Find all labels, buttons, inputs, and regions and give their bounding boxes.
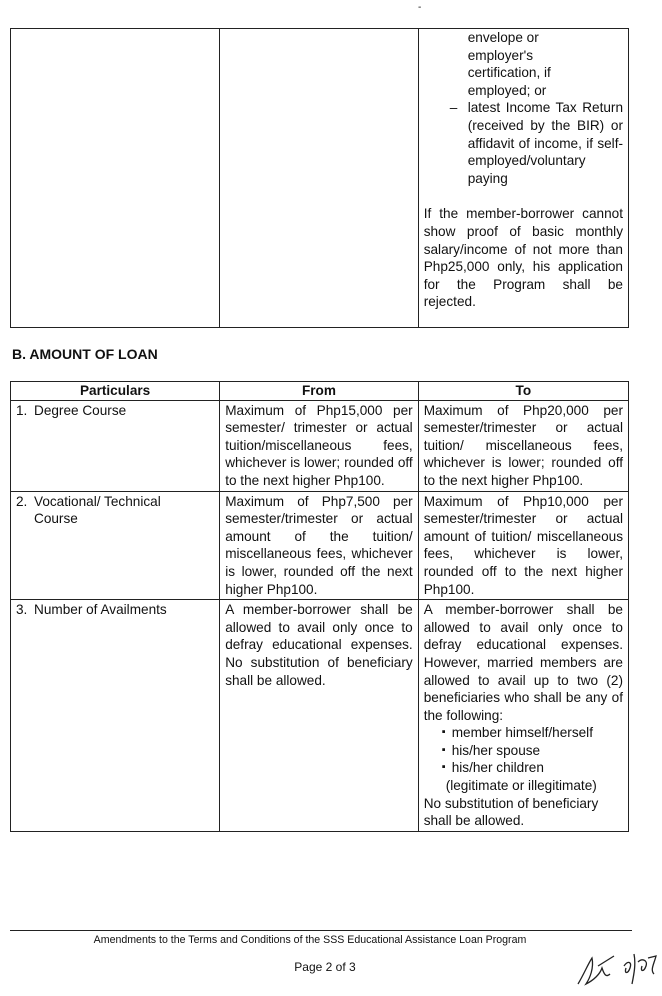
table-row <box>11 400 629 491</box>
to-closing: No substitution of beneficiary shall be allowed. <box>423 795 599 829</box>
header-row <box>11 382 629 401</box>
proof-continued <box>424 29 623 99</box>
income-tax-return-text: latest Income Tax Return (received by the BIR) or affidavit of income, if self-employed/voluntary paying <box>467 100 623 186</box>
scan-mark: - <box>418 2 422 13</box>
to-cell: Maximum of Php20,000 per semester/trimester or actual tuition/ miscellaneous fees, whichever is lower; rounded off to the next higher Php100. <box>418 400 628 491</box>
particular-label: Number of Availments <box>34 602 167 618</box>
beneficiary-list <box>424 724 623 777</box>
header-to: To <box>418 382 628 401</box>
bullet-note: (legitimate or illegitimate) <box>445 778 597 794</box>
requirements-cell <box>418 29 628 328</box>
page-number: Page 2 of 3 <box>294 960 356 974</box>
text-line: certification, if <box>467 65 551 81</box>
initials-signatures <box>574 944 660 992</box>
continued-requirements-table <box>10 28 629 328</box>
row-number: 1. <box>16 402 28 418</box>
table-row <box>11 600 629 832</box>
dash-list-item <box>424 99 623 187</box>
rejection-note: If the member-borrower cannot show proof of basic monthly salary/income of not more than Php25,000 only, his application for the Program shall be rejected. <box>423 206 623 310</box>
list-item: ▪ member himself/herself <box>444 724 623 742</box>
from-cell: Maximum of Php15,000 per semester/ trimester or actual tuition/miscellaneous fees, whichever is lower; rounded off to the next higher Php100. <box>220 400 419 491</box>
table-row <box>11 29 629 328</box>
table-row <box>11 491 629 600</box>
section-heading: B. AMOUNT OF LOAN <box>12 346 158 362</box>
to-intro: A member-borrower shall be allowed to avail only once to defray educational expenses. However, married members are allowed to avail up to two (2) beneficiaries who shall be any of the following: <box>423 602 623 723</box>
empty-cell <box>220 29 419 328</box>
particular-cell <box>11 600 220 832</box>
from-cell: A member-borrower shall be allowed to avail only once to defray educational expenses. No substitution of beneficiary shall be allowed. <box>220 600 419 832</box>
particular-label: Degree Course <box>34 402 127 418</box>
row-number: 3. <box>16 602 28 618</box>
particular-label: Vocational/ Technical Course <box>34 493 161 527</box>
empty-cell <box>11 29 220 328</box>
footer-divider <box>10 930 632 931</box>
dash-bullet: – <box>449 100 458 116</box>
header-particulars: Particulars <box>11 382 220 401</box>
text-line: employed; or <box>467 82 547 98</box>
particular-cell <box>11 491 220 600</box>
text-line: envelope or <box>467 30 539 45</box>
signature-stroke <box>578 956 614 984</box>
footer-title: Amendments to the Terms and Conditions of the SSS Educational Assistance Loan Program <box>93 934 527 946</box>
to-cell <box>418 600 628 832</box>
signature-stroke <box>624 954 656 984</box>
list-item: ▪ his/her children <box>444 759 623 777</box>
list-item: ▪ his/her spouse <box>444 742 623 760</box>
particular-cell <box>11 400 220 491</box>
to-cell: Maximum of Php10,000 per semester/trimester or actual amount of tuition/ miscellaneous fees, whichever is lower, rounded off to the next higher Php100. <box>418 491 628 600</box>
from-cell: Maximum of Php7,500 per semester/trimester or actual amount of the tuition/ miscellaneous fees, whichever is lower, rounded off the next higher Php100. <box>220 491 419 600</box>
amount-of-loan-table <box>10 381 629 832</box>
header-from: From <box>220 382 419 401</box>
text-line: employer's <box>467 47 534 63</box>
row-number: 2. <box>16 493 28 509</box>
